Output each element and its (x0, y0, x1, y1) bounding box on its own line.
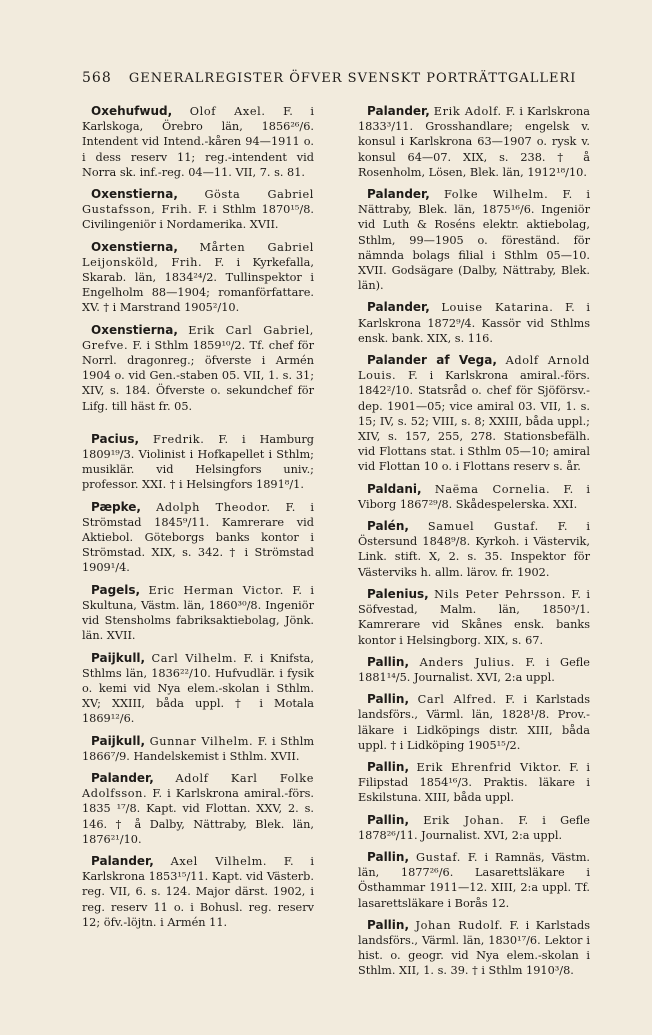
entry-given-names: Eric Herman Victor. (148, 583, 284, 597)
entry-surname: Palander af Vega, (367, 353, 497, 368)
entry-given-names: Erik Adolf. (433, 105, 502, 118)
register-entry (358, 692, 590, 753)
register-entry (82, 187, 314, 233)
entry-text: F. i Skultuna, Västm. län, 1860³⁰/8. Ingeniör vid Stensholms fabriksaktiebolag, Jönk. län. XVII. (82, 583, 314, 643)
entry-text: F. i Filipstad 1854¹⁶/3. Praktis. läkare i Eskilstuna. XIII, båda uppl. (358, 760, 590, 805)
entry-given-names: Adolf Karl Folke Adolfsson. (82, 771, 314, 801)
register-entry (82, 771, 314, 847)
register-entry (358, 918, 590, 979)
page-number: 568 (82, 70, 112, 86)
entry-text: F. i Hamburg 1809¹⁹/3. Violinist i Hofkapellet i Sthlm; musiklär. vid Helsingfors univ.; professor. XXI. † i Helsingfors 1891⁸/1. (82, 432, 315, 492)
entry-given-names: Johan Rudolf. (415, 918, 504, 932)
register-entry (358, 519, 590, 580)
entry-surname: Oxehufwud, (91, 104, 173, 118)
entry-given-names: Nils Peter Pehrsson. (434, 587, 566, 601)
entry-surname: Palén, (367, 519, 409, 534)
right-column (358, 104, 590, 986)
register-entry (82, 500, 314, 576)
entry-surname: Oxenstierna, (91, 187, 178, 202)
entry-text: F. i Sthlm 1866⁷/9. Handelskemist i Sthlm. XVII. (82, 734, 315, 763)
register-entry (358, 300, 590, 346)
entry-surname: Paijkull, (91, 733, 146, 748)
entry-given-names: Naëma Cornelia. (434, 482, 551, 496)
entry-text: F. i Gefle 1881¹⁴/5. Journalist. XVI, 2:a uppl. (358, 655, 590, 684)
page-header (82, 70, 577, 86)
register-entry (82, 651, 314, 727)
entry-text: F. i Karlskoga, Örebro län, 1856²⁶/6. Intendent vid Intend.-kåren 94—1911 o. i dess reserv 11; reg.-intendent vid Norra sk. inf.-reg. 04—11. VII, 7. s. 81. (82, 105, 315, 179)
register-entry (358, 482, 590, 512)
entry-given-names: Samuel Gustaf. (427, 520, 539, 534)
entry-surname: Pacius, (91, 431, 140, 446)
entry-surname: Pæpke, (91, 499, 141, 514)
entry-given-names: Mårten Gabriel Leijonsköld, Frih. (82, 240, 314, 269)
running-title: GENERALREGISTER ÖFVER SVENSKT PORTRÄTTGALLERI (128, 71, 577, 86)
entry-given-names: Gustaf. (415, 850, 461, 864)
entry-text: F. i Karlskrona 1853¹⁵/11. Kapt. vid Västerb. reg. VII, 6. s. 124. Major därst. 1902, i reg. reserv 11 o. i Bohusl. reg. reserv 12; öfv.-löjtn. i Armén 11. (82, 854, 314, 929)
entry-text: F. i Viborg 1867²⁹/8. Skådespelerska. XXI. (358, 482, 591, 511)
register-entry (358, 655, 590, 685)
entry-surname: Pallin, (367, 692, 410, 707)
register-entry (358, 813, 590, 843)
entry-surname: Palander, (367, 104, 430, 118)
entry-given-names: Louise Katarina. (441, 301, 554, 315)
entry-text: F. i Ramnäs, Västm. län, 1877²⁶/6. Lasarettsläkare i Östhammar 1911—12. XIII, 2:a uppl. Tf. lasarettsläkare i Borås 12. (358, 850, 591, 910)
register-entry (82, 104, 314, 180)
entry-surname: Pallin, (367, 849, 410, 864)
entry-text: F. i Karlstads landsförs., Värml. län, 1830¹⁷/6. Lektor i hist. o. geogr. vid Nya elem.-skolan i Sthlm. XII, 1. s. 39. † i Sthlm 1910³/8. (358, 918, 590, 978)
entry-given-names: Olof Axel. (189, 105, 266, 118)
entry-given-names: Gunnar Vilhelm. (149, 734, 254, 748)
entry-surname: Pallin, (367, 654, 410, 669)
entry-given-names: Axel Vilhelm. (170, 854, 268, 868)
register-entry (82, 432, 314, 493)
entry-surname: Pagels, (91, 582, 141, 597)
entry-text: F. i Karlskrona amiral.-förs. 1842²/10. Statsråd o. chef för Sjöförsv.-dep. 1901—05; vice amiral 03. VII, 1. s. 15; IV, s. 52; VIII, s. 8; XXIII, båda uppl.; XIV, s. 157, 255, 278. Stationsbefälh. vid Flottans stat. i Sthlm 05—10; amiral vid Flottan 10 o. i Flottans reserv s. år. (358, 369, 590, 474)
entry-surname: Pallin, (367, 759, 410, 774)
entry-text: F. i Karlskrona 1833³/11. Grosshandlare; engelsk v. konsul i Karlskrona 63—1907 o. rysk v. konsul 64—07. XIX, s. 238. † å Rosenholm, Lösen, Blek. län, 1912¹⁸/10. (358, 105, 591, 179)
entry-surname: Palenius, (367, 586, 429, 601)
register-entry (82, 854, 314, 930)
entry-text: F. i Karlskrona 1872⁹/4. Kassör vid Sthlms ensk. bank. XIX, s. 116. (358, 301, 591, 345)
entry-given-names: Erik Johan. (423, 813, 505, 827)
register-entry (82, 240, 314, 316)
entry-text: F. i Nättraby, Blek. län, 1875¹⁶/6. Ingeniör vid Luth & Roséns elektr. aktiebolag, Sthlm, 99—1905 o. föreständ. för nämnda bolags filial i Sthlm 05—10. XVII. Godsägare (Dalby, Nättraby, Blek. län). (358, 188, 590, 293)
entry-given-names: Carl Vilhelm. (151, 651, 238, 665)
register-entry (82, 583, 314, 644)
entry-given-names: Adolf Arnold Louis. (358, 354, 590, 383)
entry-surname: Palander, (367, 300, 430, 315)
entry-surname: Paldani, (367, 481, 422, 496)
register-entry (358, 104, 590, 180)
entry-given-names: Erik Ehrenfrid Viktor. (416, 760, 562, 774)
entry-given-names: Folke Wilhelm. (443, 188, 549, 202)
entry-surname: Palander, (367, 187, 430, 202)
entry-text: F. i Gefle 1878²⁶/11. Journalist. XVI, 2:a uppl. (358, 813, 590, 842)
register-entry (358, 760, 590, 806)
register-entry (358, 587, 590, 648)
register-entry (358, 353, 590, 475)
entry-surname: Oxenstierna, (91, 239, 178, 254)
entry-given-names: Carl Alfred. (417, 693, 497, 707)
entry-text: F. i Sthlm 1859¹⁰/2. Tf. chef för Norrl. dragonreg.; öfverste i Armén 1904 o. vid Gen.-staben 05. VII, 1. s. 31; XIV, s. 184. Öfverste o. sekundchef för Lifg. till häst fr. 05. (82, 338, 315, 413)
entry-text: F. i Karlstads landsförs., Värml. län, 1828¹/8. Prov.-läkare i Lidköpings distr. XIII, båda uppl. † i Lidköping 1905¹⁵/2. (358, 693, 590, 752)
entry-given-names: Gösta Gabriel Gustafsson, Frih. (82, 188, 314, 217)
register-entry (358, 850, 590, 911)
entry-surname: Pallin, (367, 917, 410, 932)
entry-surname: Pallin, (367, 812, 410, 827)
entry-text: F. i Karlskrona amiral.-förs. 1835 ¹⁷/8. Kapt. vid Flottan. XXV, 2. s. 146. † å Dalby, Nättraby, Blek. län, 1876²¹/10. (82, 787, 314, 846)
entry-text: F. i Knifsta, Sthlms län, 1836²²/10. Hufvudlär. i fysik o. kemi vid Nya elem.-skolan i Sthlm. XV; XXIII, båda uppl. † i Motala 1869¹²/6. (82, 651, 314, 726)
entry-text: F. i Söfvestad, Malm. län, 1850³/1. Kamrerare vid Skånes ensk. banks kontor i Helsingborg. XIX, s. 67. (358, 587, 590, 647)
entry-surname: Paijkull, (91, 650, 146, 665)
register-entry (358, 187, 590, 293)
entry-text: F. i Östersund 1848⁹/8. Kyrkoh. i Västervik, Link. stift. X, 2. s. 35. Inspektor för Västerviks h. allm. lärov. fr. 1902. (358, 520, 590, 579)
entry-text: F. i Strömstad 1845⁹/11. Kamrerare vid Aktiebol. Göteborgs banks kontor i Strömstad. XIX, s. 342. † i Strömstad 1909¹/4. (82, 500, 315, 575)
register-entry (82, 323, 314, 414)
entry-text: F. i Kyrkefalla, Skarab. län, 1834²⁴/2. Tullinspektor i Engelholm 88—1904; romanförfattare. XV. † i Marstrand 1905²/10. (82, 255, 314, 315)
entry-text: F. i Sthlm 1870¹⁵/8. Civilingeniör i Nordamerika. XVII. (82, 203, 315, 232)
entry-given-names: Fredrik. (153, 432, 205, 446)
entry-surname: Oxenstierna, (91, 322, 178, 337)
entry-surname: Palander, (91, 770, 154, 785)
entry-surname: Palander, (91, 853, 154, 868)
register-entry (82, 734, 314, 764)
left-column (82, 104, 314, 937)
entry-given-names: Anders Julius. (419, 655, 515, 669)
entry-given-names: Adolph Theodor. (156, 500, 271, 514)
entry-given-names: Erik Carl Gabriel, Grefve. (82, 323, 314, 352)
